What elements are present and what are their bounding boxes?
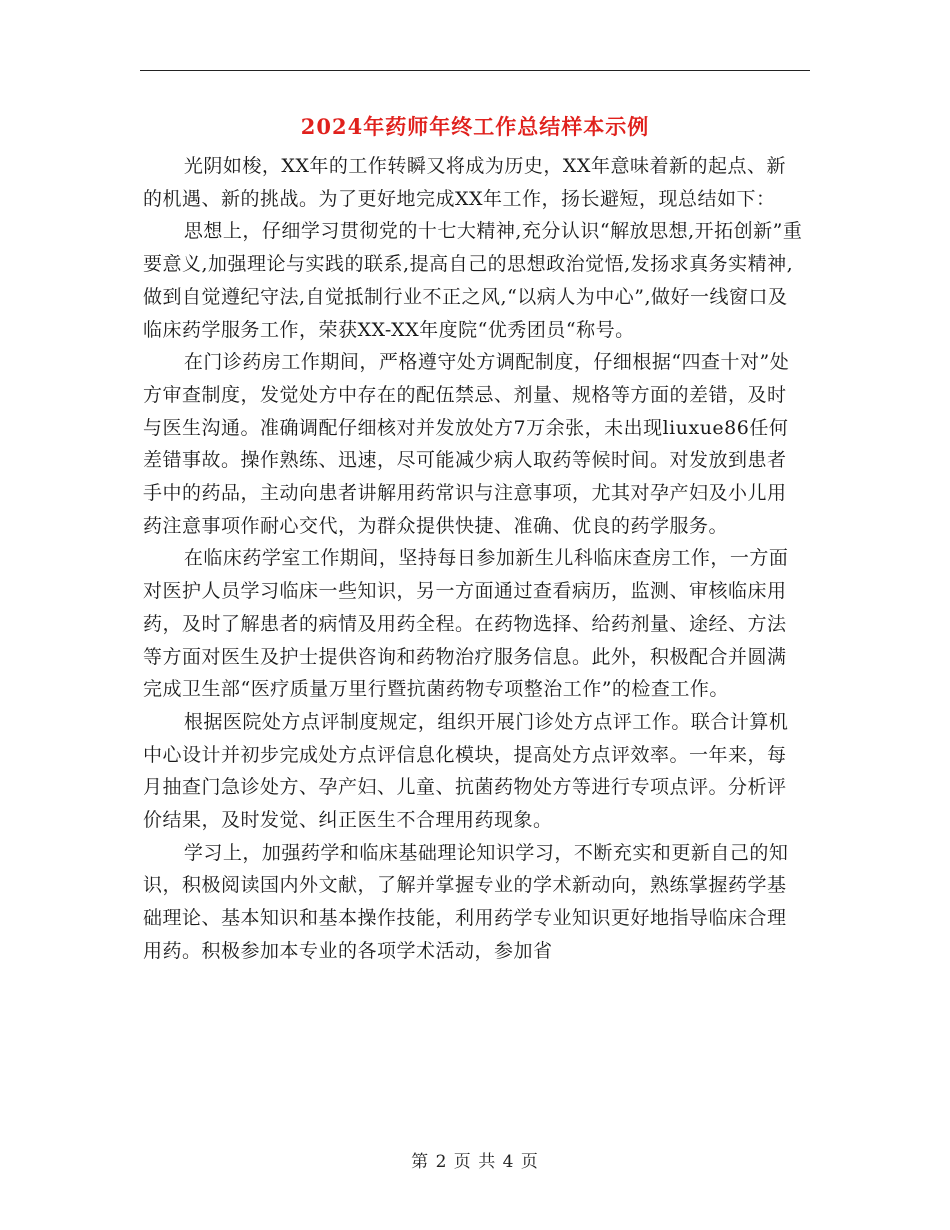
paragraph-outpatient-pharmacy: 在门诊药房工作期间，严格遵守处方调配制度，仔细根据“四查十对”处方审查制度，发觉处方中存在的配伍禁忌、剂量、规格等方面的差错，及时与医生沟通。准确调配仔细核对并发放处方7万余张，未出现liuxue86任何差错事故。操作熟练、迅速，尽可能减少病人取药等候时间。对发放到患者手中的药品，主动向患者讲解用药常识与注意事项，尤其对孕产妇及小儿用药注意事项作耐心交代，为群众提供快捷、准确、优良的药学服务。 (143, 351, 790, 537)
page-number: 第 2 页 共 4 页 (411, 1152, 539, 1172)
paragraph-thought: 思想上，仔细学习贯彻党的十七大精神,充分认识“解放思想,开拓创新”重要意义,加强理论与实践的联系,提高自己的思想政治觉悟,发扬求真务实精神,做到自觉遵纪守法,自觉抵制行业不正之风,“以病人为中心”,做好一线窗口及临床药学服务工作，荣获XX-XX年度院“优秀团员“称号。 (143, 220, 803, 341)
document-title: 2024年药师年终工作总结样本示例 (300, 114, 650, 139)
header-rule (140, 70, 810, 71)
document-body (143, 150, 803, 968)
paragraph-prescription-review: 根据医院处方点评制度规定，组织开展门诊处方点评工作。联合计算机中心设计并初步完成处方点评信息化模块，提高处方点评效率。一年来，每月抽查门急诊处方、孕产妇、儿童、抗菌药物处方等进行专项点评。分析评价结果，及时发觉、纠正医生不合理用药现象。 (143, 710, 789, 832)
paragraph-clinical-pharmacy: 在临床药学室工作期间，坚持每日参加新生儿科临床查房工作，一方面对医护人员学习临床一些知识，另一方面通过查看病历，监测、审核临床用药，及时了解患者的病情及用药全程。在药物选择、给药剂量、途经、方法等方面对医生及护士提供咨询和药物治疗服务信息。此外，积极配合并圆满完成卫生部“医疗质量万里行暨抗菌药物专项整治工作”的检查工作。 (143, 547, 789, 701)
paragraph-intro: 光阴如梭，XX年的工作转瞬又将成为历史，XX年意味着新的起点、新的机遇、新的挑战。为了更好地完成XX年工作，扬长避短，现总结如下： (143, 155, 786, 210)
paragraph-study: 学习上，加强药学和临床基础理论知识学习，不断充实和更新自己的知识，积极阅读国内外文献，了解并掌握专业的学术新动向，熟练掌握药学基础理论、基本知识和基本操作技能，利用药学专业知识更好地指导临床合理用药。积极参加本专业的各项学术活动，参加省 (143, 841, 789, 962)
